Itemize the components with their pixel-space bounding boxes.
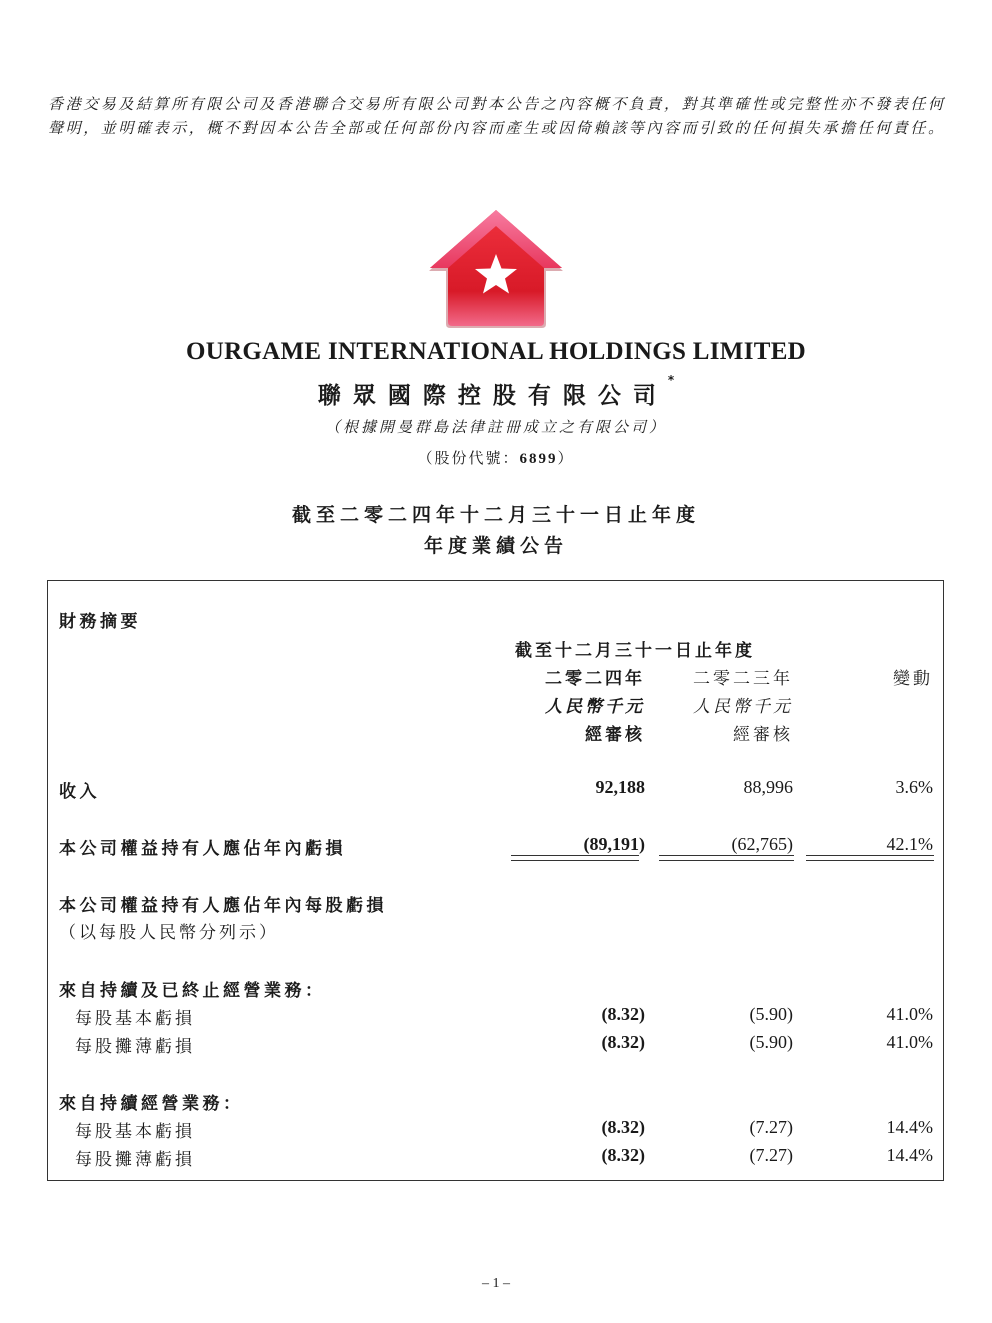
col-change: 變動 [893,669,933,689]
cont-disc-basic-2024: (8.32) [601,1004,645,1024]
cont-disc-diluted-2024: (8.32) [601,1032,645,1052]
company-name-en: OURGAME INTERNATIONAL HOLDINGS LIMITED [185,338,807,365]
cont-disc-basic-label: 每股基本虧損 [75,1009,195,1029]
page-number: – 1 – [482,1276,510,1291]
loss-label: 本公司權益持有人應佔年內虧損 [59,839,346,859]
revenue-2024: 92,188 [595,777,645,797]
cont-disc-diluted-2023: (5.90) [749,1032,793,1052]
continuing-diluted-change: 14.4% [886,1145,933,1165]
col-2024-status: 經審核 [585,725,645,745]
eps-subheading: （以每股人民幣分列示） [59,923,279,943]
continuing-basic-change: 14.4% [886,1117,933,1137]
revenue-label: 收入 [59,782,100,802]
col-2023-status: 經審核 [733,725,793,745]
revenue-2023: 88,996 [743,777,793,797]
financial-highlights-heading: 財務摘要 [59,612,141,632]
cont-disc-diluted-change: 41.0% [886,1032,933,1052]
asterisk-mark: * [667,373,675,387]
continuing-basic-label: 每股基本虧損 [75,1122,195,1142]
cont-disc-basic-change: 41.0% [886,1004,933,1024]
col-2024-currency: 人民幣千元 [545,697,645,717]
announcement-title-line2: 年度業績公告 [423,535,568,557]
cont-disc-label: 來自持續及已終止經營業務： [59,981,326,1001]
col-2023-year: 二零二三年 [693,669,793,689]
double-underline-2023 [659,855,794,861]
cont-disc-diluted-label: 每股攤薄虧損 [75,1037,195,1057]
continuing-basic-2024: (8.32) [601,1117,645,1137]
cont-disc-basic-2023: (5.90) [749,1004,793,1024]
revenue-change: 3.6% [895,777,933,797]
continuing-diluted-2024: (8.32) [601,1145,645,1165]
continuing-basic-2023: (7.27) [749,1117,793,1137]
period-header: 截至十二月三十一日止年度 [515,641,755,661]
double-underline-2024 [511,855,639,861]
house-star-logo [426,208,566,330]
announcement-title-line1: 截至二零二四年十二月三十一日止年度 [291,504,700,526]
continuing-diluted-2023: (7.27) [749,1145,793,1165]
financial-highlights-box [47,580,944,1181]
company-name-zh: 聯眾國際控股有限公司* [317,373,675,409]
loss-2023: (62,765) [731,834,793,854]
disclaimer-text: 香港交易及結算所有限公司及香港聯合交易所有限公司對本公告之內容概不負責，對其準確性或完整性亦不發表任何聲明，並明確表示，概不對因本公告全部或任何部份內容而產生或因倚賴該等內容而引致的任何損失承擔任何責任。 [48,95,946,137]
double-underline-change [806,855,934,861]
stock-code: （股份代號：6899） [417,449,575,467]
continuing-diluted-label: 每股攤薄虧損 [75,1150,195,1170]
col-2023-currency: 人民幣千元 [693,697,793,717]
continuing-label: 來自持續經營業務： [59,1094,244,1114]
eps-heading: 本公司權益持有人應佔年內每股虧損 [59,896,387,916]
loss-change: 42.1% [886,834,933,854]
incorporation-note: （根據開曼群島法律註冊成立之有限公司） [324,418,667,436]
col-2024-year: 二零二四年 [545,669,645,689]
loss-2024: (89,191) [583,834,645,854]
